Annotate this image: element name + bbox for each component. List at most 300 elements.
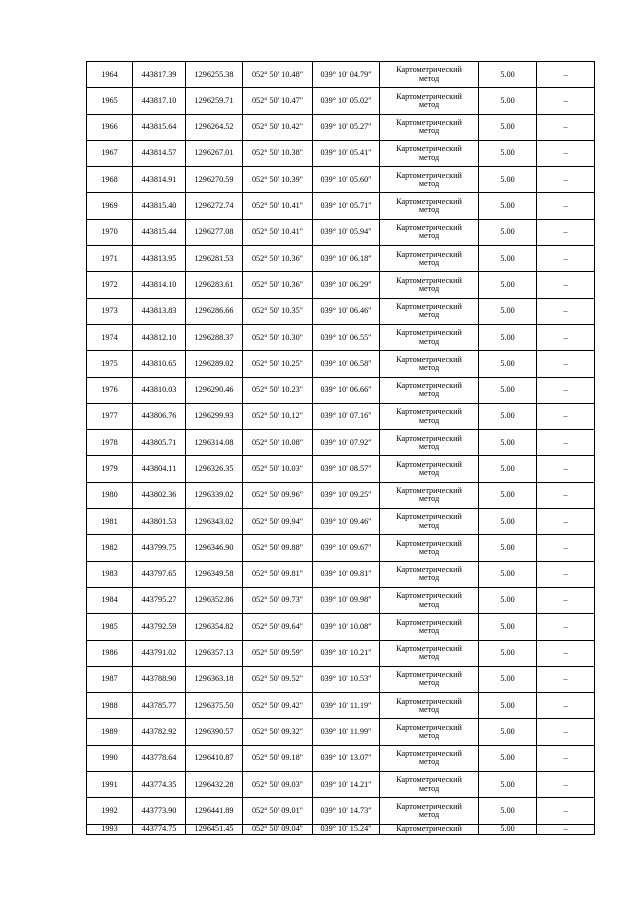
point-number-cell: 1967	[87, 140, 133, 166]
table-body	[87, 62, 595, 835]
table-row	[87, 193, 595, 219]
method-cell	[380, 535, 479, 561]
latitude-cell: 052° 50' 09.32"	[243, 719, 313, 745]
note-cell: –	[537, 456, 595, 482]
latitude-cell: 052° 50' 09.73"	[243, 587, 313, 613]
method-cell	[380, 798, 479, 824]
longitude-cell: 039° 10' 05.27"	[313, 114, 380, 140]
method-line-2: метод	[418, 284, 440, 294]
method-line-1: Картометрический	[396, 486, 462, 496]
method-cell	[380, 219, 479, 245]
longitude-cell: 039° 10' 06.18"	[313, 246, 380, 272]
note-cell: –	[537, 430, 595, 456]
method-line-1: Картометрический	[396, 65, 462, 75]
x-coordinate-cell: 443815.44	[133, 219, 186, 245]
latitude-cell: 052° 50' 09.81"	[243, 561, 313, 587]
longitude-cell: 039° 10' 10.08"	[313, 614, 380, 640]
table-row	[87, 719, 595, 745]
method-line-1: Картометрический	[396, 354, 462, 364]
x-coordinate-cell: 443801.53	[133, 509, 186, 535]
method-line-2: метод	[418, 99, 440, 109]
method-line-2: метод	[418, 152, 440, 162]
accuracy-cell: 5.00	[479, 587, 537, 613]
longitude-cell: 039° 10' 11.19"	[313, 693, 380, 719]
longitude-cell: 039° 10' 07.16"	[313, 403, 380, 429]
x-coordinate-cell: 443810.03	[133, 377, 186, 403]
latitude-cell: 052° 50' 09.04"	[243, 824, 313, 834]
latitude-cell: 052° 50' 09.52"	[243, 666, 313, 692]
y-coordinate-cell: 1296259.71	[186, 88, 243, 114]
point-number-cell: 1992	[87, 798, 133, 824]
method-line-2: метод	[418, 336, 440, 346]
table-row	[87, 62, 595, 88]
x-coordinate-cell: 443814.91	[133, 167, 186, 193]
table-row	[87, 640, 595, 666]
method-line-1: Картометрический	[396, 433, 462, 443]
x-coordinate-cell: 443815.64	[133, 114, 186, 140]
point-number-cell: 1987	[87, 666, 133, 692]
method-line-1: Картометрический	[396, 801, 462, 811]
latitude-cell: 052° 50' 09.18"	[243, 745, 313, 771]
method-cell	[380, 272, 479, 298]
accuracy-cell: 5.00	[479, 482, 537, 508]
note-cell: –	[537, 535, 595, 561]
table-row	[87, 167, 595, 193]
x-coordinate-cell: 443792.59	[133, 614, 186, 640]
method-cell	[380, 456, 479, 482]
point-number-cell: 1976	[87, 377, 133, 403]
method-line-1: Картометрический	[396, 91, 462, 101]
method-line-1: Картометрический	[396, 670, 462, 680]
method-cell	[380, 298, 479, 324]
point-number-cell: 1981	[87, 509, 133, 535]
longitude-cell: 039° 10' 09.81"	[313, 561, 380, 587]
longitude-cell: 039° 10' 06.55"	[313, 324, 380, 350]
y-coordinate-cell: 1296339.02	[186, 482, 243, 508]
x-coordinate-cell: 443774.75	[133, 824, 186, 834]
accuracy-cell: 5.00	[479, 824, 537, 834]
longitude-cell: 039° 10' 09.67"	[313, 535, 380, 561]
accuracy-cell: 5.00	[479, 509, 537, 535]
latitude-cell: 052° 50' 10.48"	[243, 62, 313, 88]
latitude-cell: 052° 50' 10.41"	[243, 219, 313, 245]
note-cell: –	[537, 509, 595, 535]
method-cell	[380, 824, 479, 834]
x-coordinate-cell: 443813.95	[133, 246, 186, 272]
method-line-2: метод	[418, 257, 440, 267]
x-coordinate-cell: 443774.35	[133, 772, 186, 798]
point-number-cell: 1971	[87, 246, 133, 272]
longitude-cell: 039° 10' 05.41"	[313, 140, 380, 166]
latitude-cell: 052° 50' 10.41"	[243, 193, 313, 219]
method-cell	[380, 666, 479, 692]
y-coordinate-cell: 1296410.87	[186, 745, 243, 771]
method-line-2: метод	[418, 652, 440, 662]
method-line-1: Картометрический	[396, 824, 462, 833]
y-coordinate-cell: 1296451.45	[186, 824, 243, 834]
y-coordinate-cell: 1296288.37	[186, 324, 243, 350]
method-line-2: метод	[418, 231, 440, 241]
accuracy-cell: 5.00	[479, 62, 537, 88]
x-coordinate-cell: 443773.90	[133, 798, 186, 824]
table-row	[87, 430, 595, 456]
longitude-cell: 039° 10' 11.99"	[313, 719, 380, 745]
point-number-cell: 1990	[87, 745, 133, 771]
method-cell	[380, 693, 479, 719]
accuracy-cell: 5.00	[479, 535, 537, 561]
method-line-2: метод	[418, 520, 440, 530]
point-number-cell: 1966	[87, 114, 133, 140]
table-row	[87, 772, 595, 798]
latitude-cell: 052° 50' 10.12"	[243, 403, 313, 429]
method-line-1: Картометрический	[396, 328, 462, 338]
accuracy-cell: 5.00	[479, 114, 537, 140]
method-line-2: метод	[418, 731, 440, 741]
table-row	[87, 88, 595, 114]
accuracy-cell: 5.00	[479, 456, 537, 482]
accuracy-cell: 5.00	[479, 246, 537, 272]
accuracy-cell: 5.00	[479, 140, 537, 166]
method-line-2: метод	[418, 809, 440, 819]
method-line-2: метод	[418, 546, 440, 556]
longitude-cell: 039° 10' 06.58"	[313, 351, 380, 377]
table-row	[87, 535, 595, 561]
y-coordinate-cell: 1296375.50	[186, 693, 243, 719]
method-line-1: Картометрический	[396, 565, 462, 575]
y-coordinate-cell: 1296255.38	[186, 62, 243, 88]
table-row	[87, 614, 595, 640]
note-cell: –	[537, 482, 595, 508]
longitude-cell: 039° 10' 05.02"	[313, 88, 380, 114]
note-cell: –	[537, 351, 595, 377]
method-cell	[380, 640, 479, 666]
point-number-cell: 1978	[87, 430, 133, 456]
point-number-cell: 1983	[87, 561, 133, 587]
accuracy-cell: 5.00	[479, 640, 537, 666]
table-row	[87, 561, 595, 587]
accuracy-cell: 5.00	[479, 193, 537, 219]
table-row	[87, 403, 595, 429]
accuracy-cell: 5.00	[479, 167, 537, 193]
method-line-2: метод	[418, 783, 440, 793]
y-coordinate-cell: 1296357.13	[186, 640, 243, 666]
method-cell	[380, 88, 479, 114]
method-line-1: Картометрический	[396, 302, 462, 312]
accuracy-cell: 5.00	[479, 693, 537, 719]
point-number-cell: 1965	[87, 88, 133, 114]
point-number-cell: 1968	[87, 167, 133, 193]
note-cell: –	[537, 298, 595, 324]
accuracy-cell: 5.00	[479, 772, 537, 798]
longitude-cell: 039° 10' 10.53"	[313, 666, 380, 692]
x-coordinate-cell: 443791.02	[133, 640, 186, 666]
x-coordinate-cell: 443785.77	[133, 693, 186, 719]
point-number-cell: 1985	[87, 614, 133, 640]
method-line-2: метод	[418, 310, 440, 320]
note-cell: –	[537, 614, 595, 640]
point-number-cell: 1986	[87, 640, 133, 666]
note-cell: –	[537, 798, 595, 824]
method-line-1: Картометрический	[396, 749, 462, 759]
table-row	[87, 246, 595, 272]
accuracy-cell: 5.00	[479, 430, 537, 456]
method-line-2: метод	[418, 441, 440, 451]
method-line-1: Картометрический	[396, 407, 462, 417]
y-coordinate-cell: 1296349.58	[186, 561, 243, 587]
longitude-cell: 039° 10' 09.98"	[313, 587, 380, 613]
method-line-1: Картометрический	[396, 144, 462, 154]
note-cell: –	[537, 246, 595, 272]
note-cell: –	[537, 666, 595, 692]
accuracy-cell: 5.00	[479, 272, 537, 298]
note-cell: –	[537, 272, 595, 298]
method-line-1: Картометрический	[396, 643, 462, 653]
x-coordinate-cell: 443806.76	[133, 403, 186, 429]
latitude-cell: 052° 50' 10.03"	[243, 456, 313, 482]
accuracy-cell: 5.00	[479, 403, 537, 429]
latitude-cell: 052° 50' 09.96"	[243, 482, 313, 508]
longitude-cell: 039° 10' 05.60"	[313, 167, 380, 193]
method-line-1: Картометрический	[396, 170, 462, 180]
longitude-cell: 039° 10' 06.29"	[313, 272, 380, 298]
note-cell: –	[537, 719, 595, 745]
method-line-2: метод	[418, 494, 440, 504]
table-row	[87, 377, 595, 403]
method-cell	[380, 167, 479, 193]
latitude-cell: 052° 50' 09.01"	[243, 798, 313, 824]
method-line-1: Картометрический	[396, 775, 462, 785]
x-coordinate-cell: 443814.57	[133, 140, 186, 166]
latitude-cell: 052° 50' 10.47"	[243, 88, 313, 114]
method-line-2: метод	[418, 573, 440, 583]
table-row	[87, 219, 595, 245]
method-cell	[380, 587, 479, 613]
method-line-2: метод	[418, 389, 440, 399]
x-coordinate-cell: 443799.75	[133, 535, 186, 561]
accuracy-cell: 5.00	[479, 614, 537, 640]
note-cell: –	[537, 403, 595, 429]
x-coordinate-cell: 443802.36	[133, 482, 186, 508]
accuracy-cell: 5.00	[479, 719, 537, 745]
method-cell	[380, 509, 479, 535]
latitude-cell: 052° 50' 10.35"	[243, 298, 313, 324]
longitude-cell: 039° 10' 04.79"	[313, 62, 380, 88]
table-row	[87, 298, 595, 324]
note-cell: –	[537, 114, 595, 140]
note-cell: –	[537, 772, 595, 798]
x-coordinate-cell: 443815.40	[133, 193, 186, 219]
accuracy-cell: 5.00	[479, 561, 537, 587]
x-coordinate-cell: 443797.65	[133, 561, 186, 587]
point-number-cell: 1964	[87, 62, 133, 88]
y-coordinate-cell: 1296432.28	[186, 772, 243, 798]
method-cell	[380, 719, 479, 745]
method-line-1: Картометрический	[396, 223, 462, 233]
table-row	[87, 509, 595, 535]
method-line-1: Картометрический	[396, 722, 462, 732]
latitude-cell: 052° 50' 10.39"	[243, 167, 313, 193]
point-number-cell: 1991	[87, 772, 133, 798]
table-row	[87, 666, 595, 692]
point-number-cell: 1970	[87, 219, 133, 245]
note-cell: –	[537, 219, 595, 245]
latitude-cell: 052° 50' 09.94"	[243, 509, 313, 535]
latitude-cell: 052° 50' 10.42"	[243, 114, 313, 140]
x-coordinate-cell: 443817.39	[133, 62, 186, 88]
method-line-2: метод	[418, 205, 440, 215]
point-number-cell: 1989	[87, 719, 133, 745]
note-cell: –	[537, 561, 595, 587]
method-cell	[380, 614, 479, 640]
point-number-cell: 1984	[87, 587, 133, 613]
accuracy-cell: 5.00	[479, 666, 537, 692]
accuracy-cell: 5.00	[479, 351, 537, 377]
longitude-cell: 039° 10' 05.71"	[313, 193, 380, 219]
method-line-2: метод	[418, 757, 440, 767]
method-line-1: Картометрический	[396, 538, 462, 548]
x-coordinate-cell: 443817.10	[133, 88, 186, 114]
latitude-cell: 052° 50' 10.25"	[243, 351, 313, 377]
note-cell: –	[537, 377, 595, 403]
table-row	[87, 272, 595, 298]
longitude-cell: 039° 10' 15.24"	[313, 824, 380, 834]
method-line-2: метод	[418, 415, 440, 425]
y-coordinate-cell: 1296354.82	[186, 614, 243, 640]
longitude-cell: 039° 10' 08.57"	[313, 456, 380, 482]
latitude-cell: 052° 50' 10.08"	[243, 430, 313, 456]
y-coordinate-cell: 1296352.86	[186, 587, 243, 613]
note-cell: –	[537, 824, 595, 834]
method-cell	[380, 140, 479, 166]
y-coordinate-cell: 1296286.66	[186, 298, 243, 324]
y-coordinate-cell: 1296441.89	[186, 798, 243, 824]
table-row	[87, 693, 595, 719]
x-coordinate-cell: 443788.90	[133, 666, 186, 692]
longitude-cell: 039° 10' 10.21"	[313, 640, 380, 666]
note-cell: –	[537, 140, 595, 166]
latitude-cell: 052° 50' 10.36"	[243, 246, 313, 272]
table-row	[87, 140, 595, 166]
x-coordinate-cell: 443778.64	[133, 745, 186, 771]
latitude-cell: 052° 50' 09.88"	[243, 535, 313, 561]
y-coordinate-cell: 1296343.02	[186, 509, 243, 535]
point-number-cell: 1980	[87, 482, 133, 508]
method-cell	[380, 324, 479, 350]
table-row	[87, 824, 595, 834]
method-line-2: метод	[418, 178, 440, 188]
longitude-cell: 039° 10' 14.73"	[313, 798, 380, 824]
point-number-cell: 1979	[87, 456, 133, 482]
note-cell: –	[537, 693, 595, 719]
table-row	[87, 324, 595, 350]
y-coordinate-cell: 1296314.08	[186, 430, 243, 456]
table-row	[87, 482, 595, 508]
note-cell: –	[537, 193, 595, 219]
y-coordinate-cell: 1296270.59	[186, 167, 243, 193]
method-line-2: метод	[418, 468, 440, 478]
latitude-cell: 052° 50' 10.38"	[243, 140, 313, 166]
longitude-cell: 039° 10' 05.94"	[313, 219, 380, 245]
x-coordinate-cell: 443810.65	[133, 351, 186, 377]
longitude-cell: 039° 10' 13.07"	[313, 745, 380, 771]
y-coordinate-cell: 1296283.61	[186, 272, 243, 298]
table-row	[87, 587, 595, 613]
latitude-cell: 052° 50' 10.30"	[243, 324, 313, 350]
method-line-1: Картометрический	[396, 196, 462, 206]
note-cell: –	[537, 640, 595, 666]
accuracy-cell: 5.00	[479, 88, 537, 114]
longitude-cell: 039° 10' 06.66"	[313, 377, 380, 403]
point-number-cell: 1973	[87, 298, 133, 324]
point-number-cell: 1972	[87, 272, 133, 298]
table-row	[87, 114, 595, 140]
method-cell	[380, 403, 479, 429]
latitude-cell: 052° 50' 10.23"	[243, 377, 313, 403]
latitude-cell: 052° 50' 09.64"	[243, 614, 313, 640]
x-coordinate-cell: 443805.71	[133, 430, 186, 456]
x-coordinate-cell: 443812.10	[133, 324, 186, 350]
method-line-2: метод	[418, 599, 440, 609]
longitude-cell: 039° 10' 09.25"	[313, 482, 380, 508]
method-cell	[380, 62, 479, 88]
method-cell	[380, 377, 479, 403]
method-cell	[380, 430, 479, 456]
point-number-cell: 1969	[87, 193, 133, 219]
method-cell	[380, 351, 479, 377]
method-cell	[380, 772, 479, 798]
coordinates-table	[86, 61, 595, 835]
point-number-cell: 1974	[87, 324, 133, 350]
latitude-cell: 052° 50' 09.03"	[243, 772, 313, 798]
method-line-2: метод	[418, 126, 440, 136]
method-line-2: метод	[418, 678, 440, 688]
table-row	[87, 798, 595, 824]
method-line-2: метод	[418, 704, 440, 714]
accuracy-cell: 5.00	[479, 798, 537, 824]
method-cell	[380, 246, 479, 272]
point-number-cell: 1977	[87, 403, 133, 429]
note-cell: –	[537, 324, 595, 350]
x-coordinate-cell: 443804.11	[133, 456, 186, 482]
note-cell: –	[537, 745, 595, 771]
note-cell: –	[537, 62, 595, 88]
x-coordinate-cell: 443814.10	[133, 272, 186, 298]
method-line-1: Картометрический	[396, 696, 462, 706]
accuracy-cell: 5.00	[479, 745, 537, 771]
method-line-1: Картометрический	[396, 249, 462, 259]
y-coordinate-cell: 1296363.18	[186, 666, 243, 692]
method-cell	[380, 745, 479, 771]
y-coordinate-cell: 1296281.53	[186, 246, 243, 272]
method-line-1: Картометрический	[396, 459, 462, 469]
y-coordinate-cell: 1296277.08	[186, 219, 243, 245]
y-coordinate-cell: 1296289.02	[186, 351, 243, 377]
y-coordinate-cell: 1296264.52	[186, 114, 243, 140]
method-cell	[380, 193, 479, 219]
point-number-cell: 1975	[87, 351, 133, 377]
method-cell	[380, 482, 479, 508]
accuracy-cell: 5.00	[479, 219, 537, 245]
method-line-1: Картометрический	[396, 381, 462, 390]
accuracy-cell: 5.00	[479, 377, 537, 403]
longitude-cell: 039° 10' 09.46"	[313, 509, 380, 535]
y-coordinate-cell: 1296326.35	[186, 456, 243, 482]
latitude-cell: 052° 50' 10.36"	[243, 272, 313, 298]
point-number-cell: 1993	[87, 824, 133, 834]
table-row	[87, 351, 595, 377]
table-row	[87, 456, 595, 482]
y-coordinate-cell: 1296346.90	[186, 535, 243, 561]
